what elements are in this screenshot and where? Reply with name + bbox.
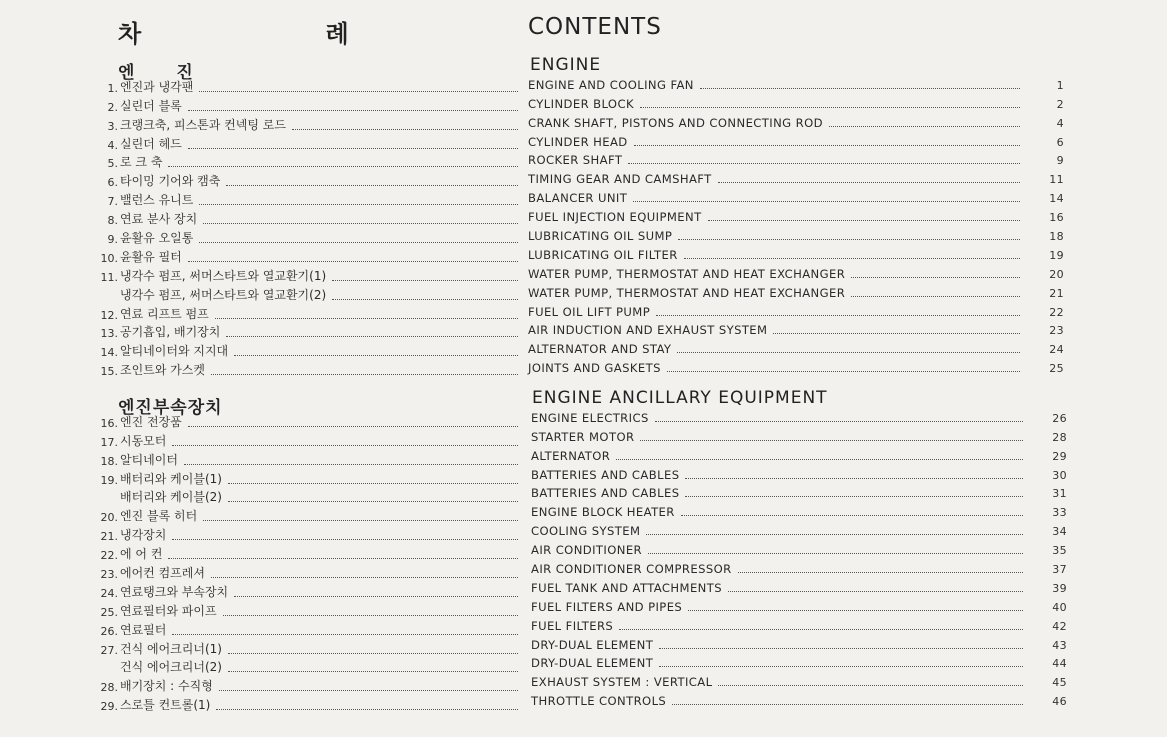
toc-entry — [92, 638, 522, 657]
dot-leader — [292, 128, 518, 130]
toc-entry — [528, 356, 1064, 375]
entry-label: 연료 리프트 펌프 — [120, 306, 209, 321]
entry-label: DRY-DUAL ELEMENT — [531, 637, 654, 652]
entry-number: 16. — [100, 416, 118, 430]
entry-label: 엔진 전장품 — [120, 414, 182, 429]
entry-page-number: 22 — [1049, 305, 1064, 319]
toc-entry — [92, 76, 522, 95]
toc-entry — [92, 675, 522, 694]
dot-leader — [708, 219, 1020, 221]
dot-leader — [199, 203, 518, 205]
entry-label: 연료 분사 장치 — [120, 212, 198, 227]
toc-entry — [531, 595, 1067, 614]
dot-leader — [655, 420, 1023, 422]
entry-number: 12. — [100, 308, 118, 322]
toc-entry — [92, 95, 522, 114]
english-section-heading-ancillary: ENGINE ANCILLARY EQUIPMENT — [532, 388, 828, 408]
entry-number: 27. — [100, 643, 118, 657]
entry-page-number: 9 — [1056, 154, 1064, 168]
entry-page-number: 2 — [1056, 97, 1064, 111]
dot-leader — [228, 670, 518, 672]
entry-page-number: 20 — [1049, 267, 1064, 281]
entry-number: 20. — [100, 511, 118, 525]
entry-label: THROTTLE CONTROLS — [531, 694, 667, 709]
english-engine-list — [528, 73, 1064, 375]
entry-number: 17. — [100, 435, 118, 449]
toc-entry — [92, 524, 522, 543]
dot-leader — [616, 458, 1023, 460]
toc-entry — [528, 130, 1064, 149]
dot-leader — [188, 147, 518, 149]
toc-entry — [92, 284, 522, 303]
dot-leader — [667, 370, 1020, 372]
entry-label: FUEL OIL LIFT PUMP — [528, 304, 651, 319]
entry-label: FUEL FILTERS AND PIPES — [531, 599, 683, 614]
entry-label: BALANCER UNIT — [528, 191, 628, 206]
entry-number: 5. — [107, 157, 118, 171]
entry-page-number: 21 — [1049, 286, 1064, 300]
toc-entry — [531, 689, 1067, 708]
toc-entry — [92, 189, 522, 208]
dot-leader — [684, 257, 1020, 259]
entry-page-number: 33 — [1052, 506, 1067, 520]
toc-entry — [92, 562, 522, 581]
dot-leader — [184, 463, 518, 465]
entry-page-number: 26 — [1052, 411, 1067, 425]
toc-entry — [531, 500, 1067, 519]
dot-leader — [203, 519, 518, 521]
toc-entry — [92, 133, 522, 152]
entry-label: FUEL FILTERS — [531, 618, 614, 633]
entry-label: 윤활유 필터 — [120, 249, 182, 264]
toc-entry — [92, 411, 522, 430]
toc-entry — [528, 111, 1064, 130]
entry-number: 22. — [100, 549, 118, 563]
entry-label: WATER PUMP, THERMOSTAT AND HEAT EXCHANGER — [528, 266, 846, 281]
entry-page-number: 35 — [1052, 544, 1067, 558]
toc-entry — [92, 170, 522, 189]
entry-label: 배기장치 : 수직형 — [120, 679, 213, 694]
entry-number: 21. — [100, 530, 118, 544]
entry-page-number: 4 — [1056, 116, 1064, 130]
entry-label: 로 크 축 — [120, 155, 163, 170]
dot-leader — [700, 87, 1020, 89]
toc-entry — [92, 449, 522, 468]
english-ancillary-list — [531, 406, 1067, 708]
entry-label: ENGINE BLOCK HEATER — [531, 505, 675, 520]
entry-label: BATTERIES AND CABLES — [531, 486, 680, 501]
dot-leader — [659, 665, 1023, 667]
entry-label: 냉각수 펌프, 써머스타트와 열교환기(2) — [120, 287, 327, 302]
toc-entry — [92, 322, 522, 341]
english-section-heading-engine: ENGINE — [530, 55, 602, 75]
entry-label: ALTERNATOR — [531, 448, 611, 463]
toc-entry — [92, 619, 522, 638]
entry-page-number: 44 — [1052, 657, 1067, 671]
dot-leader — [172, 538, 518, 540]
dot-leader — [634, 144, 1020, 146]
toc-entry — [92, 505, 522, 524]
dot-leader — [829, 125, 1020, 127]
dot-leader — [168, 557, 518, 559]
entry-label: 스로틀 컨트롤(1) — [120, 698, 211, 713]
entry-number: 3. — [107, 119, 118, 133]
entry-label: 엔진 블록 히터 — [120, 509, 198, 524]
entry-label: ALTERNATOR AND STAY — [528, 342, 672, 357]
dot-leader — [681, 514, 1023, 516]
entry-page-number: 29 — [1052, 449, 1067, 463]
toc-entry — [531, 633, 1067, 652]
entry-label: 윤활유 오일통 — [120, 231, 194, 246]
dot-leader — [688, 609, 1023, 611]
toc-entry — [531, 538, 1067, 557]
dot-leader — [738, 571, 1023, 573]
dot-leader — [640, 106, 1020, 108]
entry-label: BATTERIES AND CABLES — [531, 467, 680, 482]
entry-page-number: 23 — [1049, 324, 1064, 338]
toc-entry — [531, 482, 1067, 501]
entry-number: 10. — [100, 251, 118, 265]
dot-leader — [234, 354, 518, 356]
entry-label: CYLINDER HEAD — [528, 134, 628, 149]
dot-leader — [646, 533, 1023, 535]
toc-entry — [528, 319, 1064, 338]
entry-label: STARTER MOTOR — [531, 429, 635, 444]
entry-label: 배터리와 케이블(2) — [120, 490, 222, 505]
entry-label: 냉각장치 — [120, 528, 167, 543]
entry-label: 배터리와 케이블(1) — [120, 471, 222, 486]
entry-page-number: 39 — [1052, 581, 1067, 595]
toc-entry — [528, 281, 1064, 300]
entry-page-number: 30 — [1052, 468, 1067, 482]
entry-label: LUBRICATING OIL FILTER — [528, 247, 678, 262]
entry-label: JOINTS AND GASKETS — [528, 361, 661, 376]
toc-entry — [528, 205, 1064, 224]
dot-leader — [216, 708, 518, 710]
korean-ancillary-list — [92, 411, 522, 713]
entry-number: 28. — [100, 681, 118, 695]
entry-page-number: 16 — [1049, 211, 1064, 225]
entry-number: 2. — [107, 100, 118, 114]
toc-entry — [528, 300, 1064, 319]
entry-label: CRANK SHAFT, PISTONS AND CONNECTING ROD — [528, 115, 823, 130]
toc-entry — [531, 425, 1067, 444]
toc-entry — [92, 114, 522, 133]
dot-leader — [188, 109, 518, 111]
entry-page-number: 31 — [1052, 487, 1067, 501]
dot-leader — [228, 652, 518, 654]
toc-entry — [92, 487, 522, 506]
dot-leader — [228, 482, 518, 484]
entry-label: ENGINE ELECTRICS — [531, 410, 649, 425]
entry-label: 크랭크축, 피스톤과 컨넥팅 로드 — [120, 117, 286, 132]
entry-label: FUEL TANK AND ATTACHMENTS — [531, 580, 722, 595]
toc-entry — [528, 149, 1064, 168]
dot-leader — [226, 335, 518, 337]
entry-page-number: 11 — [1049, 173, 1064, 187]
toc-entry — [92, 600, 522, 619]
dot-leader — [628, 162, 1020, 164]
dot-leader — [199, 241, 518, 243]
dot-leader — [211, 576, 518, 578]
toc-entry — [528, 337, 1064, 356]
toc-entry — [528, 92, 1064, 111]
entry-label: 조인트와 가스켓 — [120, 363, 205, 378]
entry-label: ROCKER SHAFT — [528, 153, 623, 168]
toc-entry — [92, 468, 522, 487]
dot-leader — [172, 633, 518, 635]
entry-number: 6. — [107, 176, 118, 190]
toc-entry — [92, 340, 522, 359]
entry-number: 7. — [107, 195, 118, 209]
entry-number: 4. — [107, 138, 118, 152]
entry-page-number: 19 — [1049, 248, 1064, 262]
dot-leader — [228, 500, 518, 502]
dot-leader — [656, 314, 1020, 316]
korean-engine-list — [92, 76, 522, 378]
dot-leader — [648, 552, 1023, 554]
entry-page-number: 1 — [1056, 78, 1064, 92]
toc-entry — [92, 359, 522, 378]
toc-entry — [531, 614, 1067, 633]
entry-number: 29. — [100, 700, 118, 714]
dot-leader — [219, 689, 518, 691]
toc-entry — [92, 657, 522, 676]
entry-label: 연료필터와 파이프 — [120, 603, 217, 618]
entry-label: DRY-DUAL ELEMENT — [531, 656, 654, 671]
entry-label: 연료필터 — [120, 622, 167, 637]
entry-number: 24. — [100, 586, 118, 600]
dot-leader — [226, 184, 518, 186]
dot-leader — [188, 260, 518, 262]
entry-label: AIR CONDITIONER COMPRESSOR — [531, 562, 732, 577]
dot-leader — [773, 332, 1020, 334]
entry-label: 시동모터 — [120, 433, 167, 448]
dot-leader — [659, 647, 1023, 649]
entry-label: 연료탱크와 부속장치 — [120, 584, 229, 599]
toc-entry — [528, 186, 1064, 205]
entry-label: 에 어 컨 — [120, 547, 163, 562]
dot-leader — [685, 495, 1023, 497]
korean-section-heading-engine: 엔 진 — [118, 63, 211, 83]
entry-label: 냉각수 펌프, 써머스타트와 열교환기(1) — [120, 268, 327, 283]
dot-leader — [678, 238, 1020, 240]
dot-leader — [203, 222, 518, 224]
toc-entry — [92, 227, 522, 246]
toc-entry — [531, 519, 1067, 538]
toc-entry — [531, 444, 1067, 463]
entry-label: 실린더 블록 — [120, 98, 182, 113]
entry-number: 1. — [107, 81, 118, 95]
entry-page-number: 34 — [1052, 525, 1067, 539]
toc-entry — [531, 670, 1067, 689]
toc-entry — [531, 576, 1067, 595]
entry-page-number: 40 — [1052, 600, 1067, 614]
toc-entry — [92, 581, 522, 600]
entry-label: WATER PUMP, THERMOSTAT AND HEAT EXCHANGER — [528, 285, 846, 300]
toc-entry — [531, 557, 1067, 576]
dot-leader — [332, 298, 518, 300]
toc-entry — [528, 224, 1064, 243]
dot-leader — [851, 295, 1020, 297]
entry-number: 23. — [100, 568, 118, 582]
dot-leader — [168, 165, 518, 167]
entry-label: CYLINDER BLOCK — [528, 96, 634, 111]
entry-label: 알티네이터 — [120, 452, 178, 467]
entry-label: AIR INDUCTION AND EXHAUST SYSTEM — [528, 323, 768, 338]
entry-page-number: 28 — [1052, 430, 1067, 444]
entry-number: 26. — [100, 624, 118, 638]
toc-entry — [92, 265, 522, 284]
dot-leader — [685, 477, 1023, 479]
dot-leader — [619, 628, 1023, 630]
entry-number: 18. — [100, 454, 118, 468]
entry-label: 건식 에어크리너(1) — [120, 641, 222, 656]
entry-number: 15. — [100, 365, 118, 379]
dot-leader — [211, 373, 518, 375]
dot-leader — [172, 444, 518, 446]
entry-label: 알티네이터와 지지대 — [120, 344, 229, 359]
entry-number: 14. — [100, 346, 118, 360]
entry-label: 밸런스 유니트 — [120, 193, 194, 208]
dot-leader — [633, 200, 1020, 202]
dot-leader — [199, 90, 518, 92]
toc-entry — [92, 543, 522, 562]
toc-entry — [531, 652, 1067, 671]
entry-label: 타이밍 기어와 캠축 — [120, 174, 221, 189]
dot-leader — [718, 181, 1020, 183]
entry-label: ENGINE AND COOLING FAN — [528, 77, 694, 92]
entry-page-number: 24 — [1049, 343, 1064, 357]
entry-number: 11. — [100, 270, 118, 284]
entry-label: 엔진과 냉각팬 — [120, 79, 194, 94]
dot-leader — [851, 276, 1020, 278]
entry-label: 에어컨 컴프레셔 — [120, 566, 205, 581]
toc-entry — [528, 243, 1064, 262]
entry-page-number: 6 — [1056, 135, 1064, 149]
dot-leader — [672, 703, 1023, 705]
toc-entry — [92, 246, 522, 265]
entry-label: COOLING SYSTEM — [531, 524, 641, 539]
toc-entry — [92, 303, 522, 322]
entry-page-number: 43 — [1052, 638, 1067, 652]
toc-entry — [92, 152, 522, 171]
toc-entry — [92, 430, 522, 449]
entry-label: AIR CONDITIONER — [531, 543, 643, 558]
entry-number: 8. — [107, 214, 118, 228]
toc-entry — [92, 694, 522, 713]
entry-label: 건식 에어크리너(2) — [120, 660, 222, 675]
dot-leader — [677, 351, 1020, 353]
toc-entry — [528, 262, 1064, 281]
entry-page-number: 37 — [1052, 563, 1067, 577]
toc-entry — [531, 406, 1067, 425]
entry-number: 25. — [100, 605, 118, 619]
dot-leader — [332, 279, 518, 281]
entry-page-number: 45 — [1052, 676, 1067, 690]
toc-entry — [528, 167, 1064, 186]
entry-page-number: 14 — [1049, 192, 1064, 206]
english-title: CONTENTS — [528, 14, 662, 40]
entry-page-number: 25 — [1049, 362, 1064, 376]
korean-title: 차 례 — [118, 20, 437, 48]
entry-page-number: 46 — [1052, 695, 1067, 709]
dot-leader — [188, 425, 518, 427]
korean-section-heading-ancillary: 엔진부속장치 — [118, 398, 223, 418]
toc-entry — [528, 73, 1064, 92]
entry-label: TIMING GEAR AND CAMSHAFT — [528, 172, 712, 187]
entry-page-number: 42 — [1052, 619, 1067, 633]
entry-label: 공기흡입, 배기장치 — [120, 325, 221, 340]
dot-leader — [223, 614, 518, 616]
entry-number: 19. — [100, 473, 118, 487]
entry-label: 실린더 헤드 — [120, 136, 182, 151]
toc-entry — [92, 208, 522, 227]
entry-number: 13. — [100, 327, 118, 341]
entry-page-number: 18 — [1049, 230, 1064, 244]
dot-leader — [234, 595, 518, 597]
entry-label: FUEL INJECTION EQUIPMENT — [528, 210, 702, 225]
entry-label: LUBRICATING OIL SUMP — [528, 229, 673, 244]
dot-leader — [215, 317, 518, 319]
dot-leader — [640, 439, 1023, 441]
entry-label: EXHAUST SYSTEM : VERTICAL — [531, 675, 713, 690]
dot-leader — [718, 684, 1023, 686]
toc-entry — [531, 463, 1067, 482]
dot-leader — [728, 590, 1023, 592]
entry-number: 9. — [107, 233, 118, 247]
